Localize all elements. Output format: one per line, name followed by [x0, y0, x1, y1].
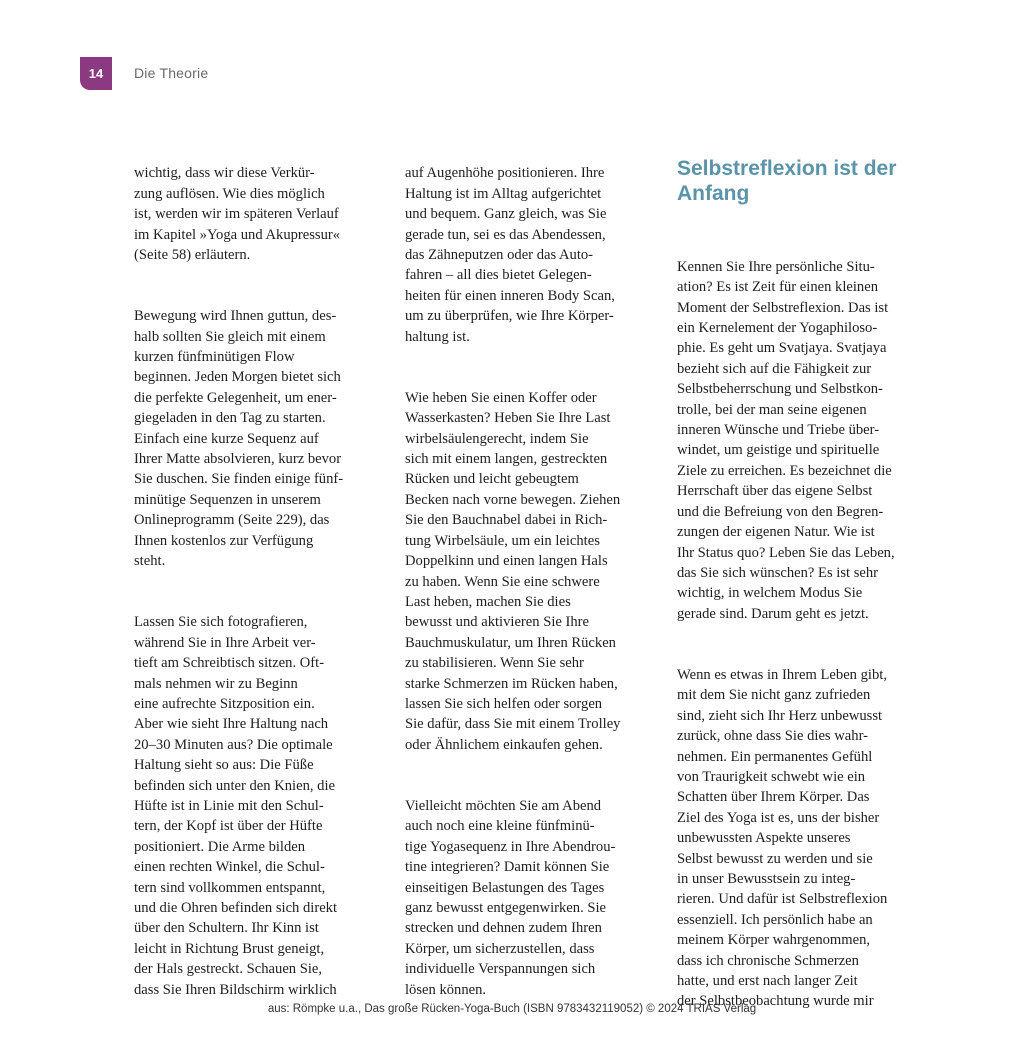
paragraph: auf Augenhöhe positionieren. Ihre Haltung ist im Alltag aufgerichtet und bequem. Ganz gleich, was Sie gerade tun, sei es das Abendessen, das Zähneputzen oder das Auto- fahren – all dies bietet Gelegen- heiten für einen inneren Body Scan, um zu überprüfen, wie Ihre Körper- haltung ist. — [405, 165, 615, 345]
section-label: Die Theorie — [134, 65, 209, 81]
text-column-2 — [405, 143, 655, 1041]
paragraph: Vielleicht möchten Sie am Abend auch noch eine kleine fünfminü- tige Yogasequenz in Ihre Abendrou- tine integrieren? Damit können Sie einseitigen Belastungen des Tages ganz bewusst entgegenwirken. Sie strecken und dehnen zudem Ihren Körper, um sicherzustellen, dass individuelle Verspannungen sich lösen können. — [405, 797, 616, 998]
paragraph: wichtig, dass wir diese Verkür- zung auflösen. Wie dies möglich ist, werden wir im späteren Verlauf im Kapitel »Yoga und Akupressur« (Seite 58) erläutern. — [134, 165, 341, 264]
section-heading: Selbstreflexion ist der Anfang — [677, 157, 897, 206]
page-number-badge: 14 — [80, 57, 112, 90]
paragraph: Wie heben Sie einen Koffer oder Wasserkasten? Heben Sie Ihre Last wirbelsäulengerecht, indem Sie sich mit einem langen, gestreckten Rücken und leicht gebeugtem Becken nach vorne bewegen. Ziehen Sie den Bauchnabel dabei in Rich- tung Wirbelsäule, um ein leichtes Doppelkinn und einen langen Hals zu haben. Wenn Sie eine schwere Last heben, machen Sie dies bewusst und aktivieren Sie Ihre Bauchmuskulatur, um Ihren Rücken zu stabilisieren. Wenn Sie sehr starke Schmerzen im Rücken haben, lassen Sie sich helfen oder sorgen Sie dafür, dass Sie mit einem Trolley oder Ähnlichem einkaufen gehen. — [405, 389, 621, 753]
text-column-1 — [134, 143, 384, 1041]
text-column-3 — [677, 136, 927, 1053]
paragraph: Wenn es etwas in Ihrem Leben gibt, mit dem Sie nicht ganz zufrieden sind, zieht sich Ihr Herz unbewusst zurück, ohne dass Sie dies wahr- nehmen. Ein permanentes Gefühl von Traurigkeit schwebt wie ein Schatten über Ihrem Körper. Das Ziel des Yoga ist es, uns der bisher unbewussten Aspekte unseres Selbst bewusst zu werden und sie in unser Bewusstsein zu integ- rieren. Und dafür ist Selbstreflexion essenziell. Ich persönlich habe an meinem Körper wahrgenommen, dass ich chronische Schmerzen hatte, und erst nach langer Zeit der Selbstbeobachtung wurde mir — [677, 666, 888, 1010]
paragraph: Bewegung wird Ihnen guttun, des- halb sollten Sie gleich mit einem kurzen fünfminütigen Flow beginnen. Jeden Morgen bietet sich die perfekte Gelegenheit, um ener- giegeladen in den Tag zu starten. Einfach eine kurze Sequenz auf Ihrer Matte absolvieren, kurz bevor Sie duschen. Sie finden einige fünf- minütige Sequenzen in unserem Onlineprogramm (Seite 229), das Ihnen kostenlos zur Verfügung steht. — [134, 308, 344, 570]
paragraph: Kennen Sie Ihre persönliche Situ- ation? Es ist Zeit für einen kleinen Moment der Selbstreflexion. Das ist ein Kernelement der Yogaphiloso- phie. Es geht um Svatjaya. Svatjaya bezieht sich auf die Fähigkeit zur Selbstbeherrschung und Selbstkon- trolle, bei der man seine eigenen inneren Wünsche und Triebe über- windet, um geistige und spirituelle Ziele zu erreichen. Es bezeichnet die Herrschaft über das eigene Selbst und die Befreiung von den Begren- zungen der eigenen Natur. Wie ist Ihr Status quo? Leben Sie das Leben, das Sie sich wünschen? Es ist sehr wichtig, in welchem Modus Sie gerade sind. Darum geht es jetzt. — [677, 258, 895, 622]
paragraph: Lassen Sie sich fotografieren, während Sie in Ihre Arbeit ver- tieft am Schreibtisch sitzen. Oft- mals nehmen wir zu Beginn eine aufrechte Sitzposition ein. Aber wie sieht Ihre Haltung nach 20–30 Minuten aus? Die optimale Haltung sieht so aus: Die Füße befinden sich unter den Knien, die Hüfte ist in Linie mit den Schul- tern, der Kopf ist über der Hüfte positioniert. Die Arme bilden einen rechten Winkel, die Schul- tern sind vollkommen entspannt, und die Ohren befinden sich direkt über den Schultern. Ihr Kinn ist leicht in Richtung Brust geneigt, der Hals gestreckt. Schauen Sie, dass Sie Ihren Bildschirm wirklich — [134, 614, 338, 998]
footer-citation: aus: Römpke u.a., Das große Rücken-Yoga-Buch (ISBN 9783432119052) © 2024 TRIAS Verlag — [267, 1003, 757, 1015]
